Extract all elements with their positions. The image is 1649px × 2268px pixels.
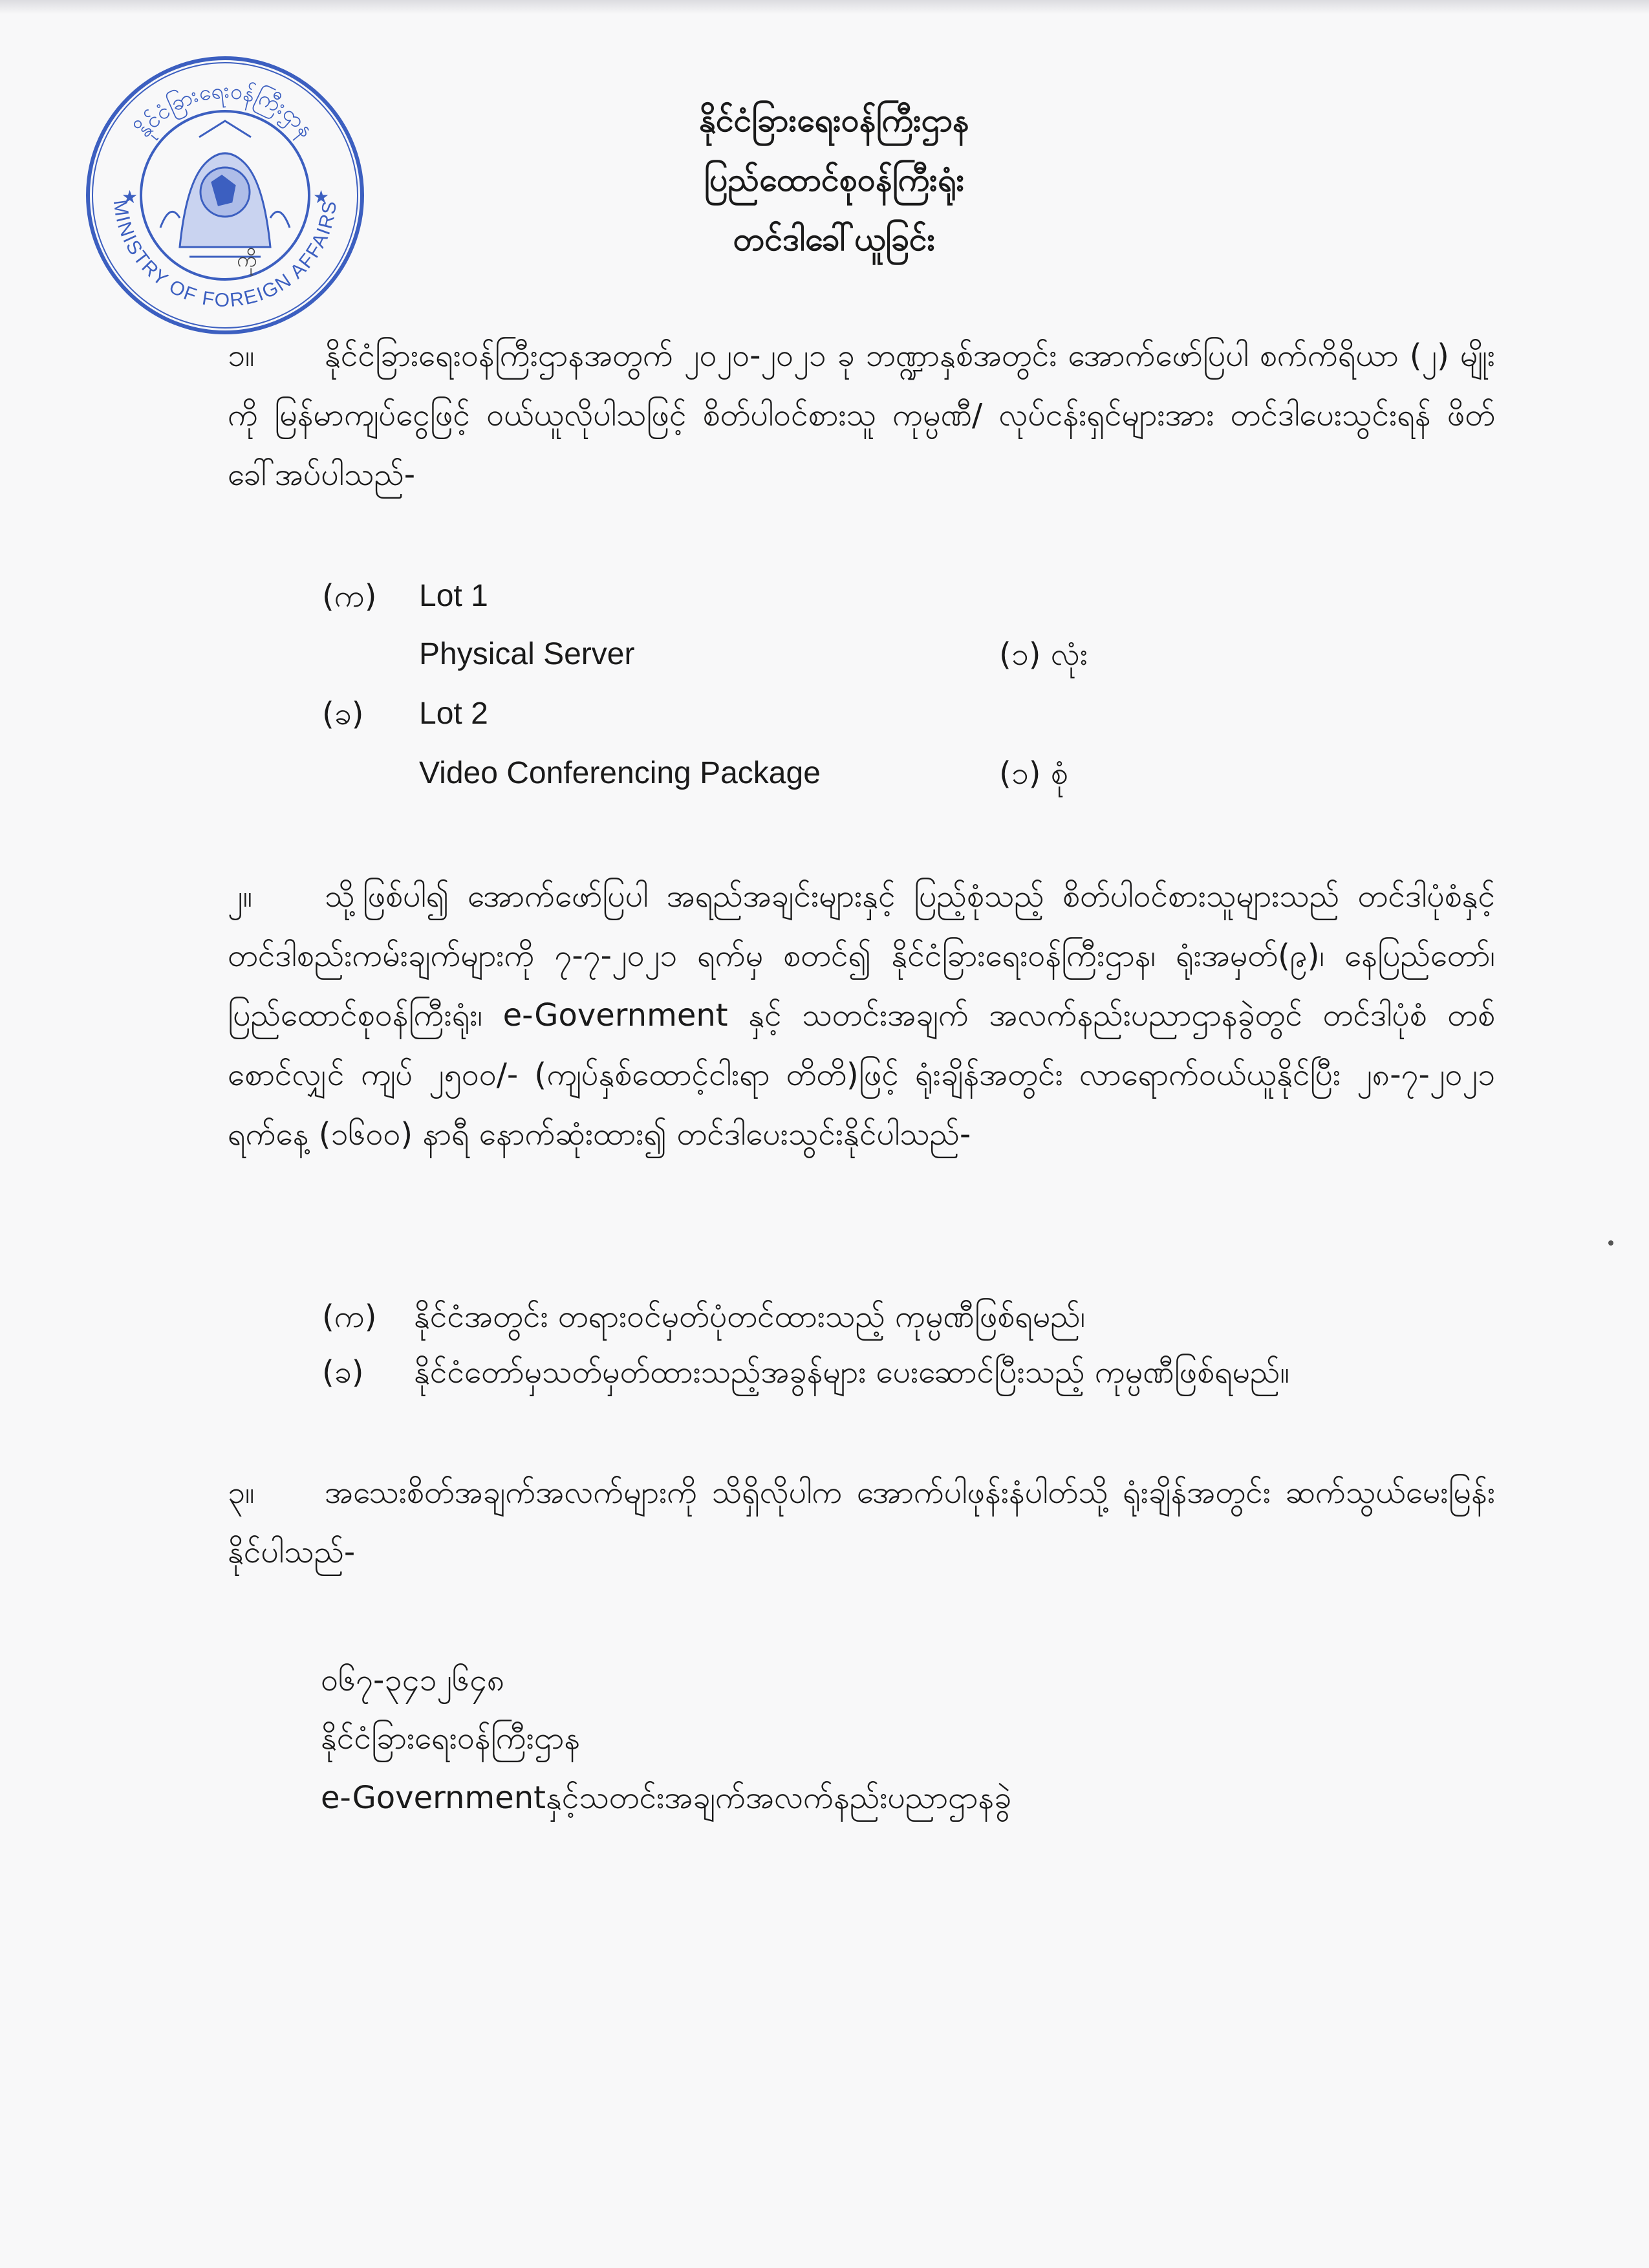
contact-ministry: နိုင်ငံခြားရေးဝန်ကြီးဌာန bbox=[321, 1720, 581, 1756]
seal-bottom-text: MINISTRY OF FOREIGN AFFAIRS bbox=[109, 199, 341, 312]
lot-2-marker: (ခ) bbox=[322, 696, 364, 732]
lot-2-item: Video Conferencing Package bbox=[419, 756, 821, 790]
paragraph-3 bbox=[228, 1463, 1495, 1582]
lot-1-item: Physical Server bbox=[419, 637, 635, 671]
paragraph-3-number: ၃။ bbox=[228, 1474, 255, 1511]
ministry-seal bbox=[83, 53, 367, 338]
requirement-1-marker: (က) bbox=[322, 1299, 377, 1335]
contact-phone: ၀၆၇-၃၄၁၂၆၄၈ bbox=[321, 1662, 505, 1698]
lot-2-label: Lot 2 bbox=[419, 697, 488, 731]
title-ministry: နိုင်ငံခြားရေးဝန်ကြီးဌာန bbox=[699, 102, 969, 139]
paragraph-3-text: အသေးစိတ်အချက်အလက်များကို သိရှိလိုပါက အောက်ပါဖုန်းနံပါတ်သို့ ရုံးချိန်အတွင်း ဆက်သွယ်မေးမြန်းနိုင်ပါသည်- bbox=[228, 1474, 1495, 1570]
lot-1-marker: (က) bbox=[322, 578, 377, 614]
title-tender-call: တင်ဒါခေါ်ယူခြင်း bbox=[733, 221, 936, 258]
title-block bbox=[582, 91, 1086, 269]
requirement-1-text: နိုင်ငံအတွင်း တရားဝင်မှတ်ပုံတင်ထားသည့် ကုမ္ပဏီဖြစ်ရမည်၊ bbox=[414, 1299, 1086, 1335]
paragraph-1 bbox=[228, 326, 1495, 504]
lot-1-label: Lot 1 bbox=[419, 579, 488, 613]
scan-top-edge bbox=[0, 0, 1649, 14]
paragraph-2-text: သို့ဖြစ်ပါ၍ အောက်ဖော်ပြပါ အရည်အချင်းများနှင့် ပြည့်စုံသည့် စိတ်ပါဝင်စားသူများသည် တင်ဒါပုံစံနှင့် တင်ဒါစည်းကမ်းချက်များကို ၇-၇-၂၀၂၁ ရက်မှ စတင်၍ နိုင်ငံခြားရေးဝန်ကြီးဌာန၊ ရုံးအမှတ်(၉)၊ နေပြည်တော်၊ ပြည်ထောင်စုဝန်ကြီးရုံး၊ e-Government နှင့် သတင်းအချက် အလက်နည်းပညာဌာနခွဲတွင် တင်ဒါပုံစံ တစ်စောင်လျှင် ကျပ် ၂၅၀၀/- (ကျပ်နှစ်ထောင့်ငါးရာ တိတိ)ဖြင့် ရုံးချိန်အတွင်း လာရောက်ဝယ်ယူနိုင်ပြီး ၂၈-၇-၂၀၂၁ ရက်နေ့ (၁၆၀၀) နာရီ နောက်ဆုံးထား၍ တင်ဒါပေးသွင်းနိုင်ပါသည်- bbox=[228, 878, 1495, 1152]
paragraph-1-number: ၁။ bbox=[228, 338, 255, 374]
requirement-2-marker: (ခ) bbox=[322, 1354, 364, 1390]
seal-star-right: ★ bbox=[313, 186, 330, 208]
lot-1-quantity: (၁) လုံး bbox=[999, 636, 1088, 673]
seal-handwritten-mark: ကို bbox=[237, 247, 257, 272]
title-office: ပြည်ထောင်စုဝန်ကြီးရုံး bbox=[704, 161, 965, 199]
state-emblem-icon bbox=[160, 121, 290, 257]
contact-division: e-Governmentနှင့်သတင်းအချက်အလက်နည်းပညာဌာနခွဲ bbox=[321, 1780, 1012, 1816]
seal-star-left: ★ bbox=[122, 186, 138, 208]
paragraph-2-number: ၂။ bbox=[228, 878, 253, 914]
paragraph-2 bbox=[228, 867, 1495, 1164]
seal-top-text: နိုင်ငံခြားရေးဝန်ကြီးဌာန bbox=[130, 77, 320, 142]
paragraph-1-text: နိုင်ငံခြားရေးဝန်ကြီးဌာနအတွက် ၂၀၂၀-၂၀၂၁ ခု ဘဏ္ဍာနှစ်အတွင်း အောက်ဖော်ပြပါ စက်ကိရိယာ (၂) မျိုးကို မြန်မာကျပ်ငွေဖြင့် ဝယ်ယူလိုပါသဖြင့် စိတ်ပါဝင်စားသူ ကုမ္ပဏီ/ လုပ်ငန်းရှင်များအား တင်ဒါပေးသွင်းရန် ဖိတ်ခေါ်အပ်ပါသည်- bbox=[228, 338, 1495, 493]
scan-speck bbox=[1608, 1240, 1613, 1246]
requirement-2-text: နိုင်ငံတော်မှသတ်မှတ်ထားသည့်အခွန်များ ပေးဆောင်ပြီးသည့် ကုမ္ပဏီဖြစ်ရမည်။ bbox=[414, 1354, 1289, 1390]
lot-2-quantity: (၁) စုံ bbox=[999, 755, 1068, 792]
